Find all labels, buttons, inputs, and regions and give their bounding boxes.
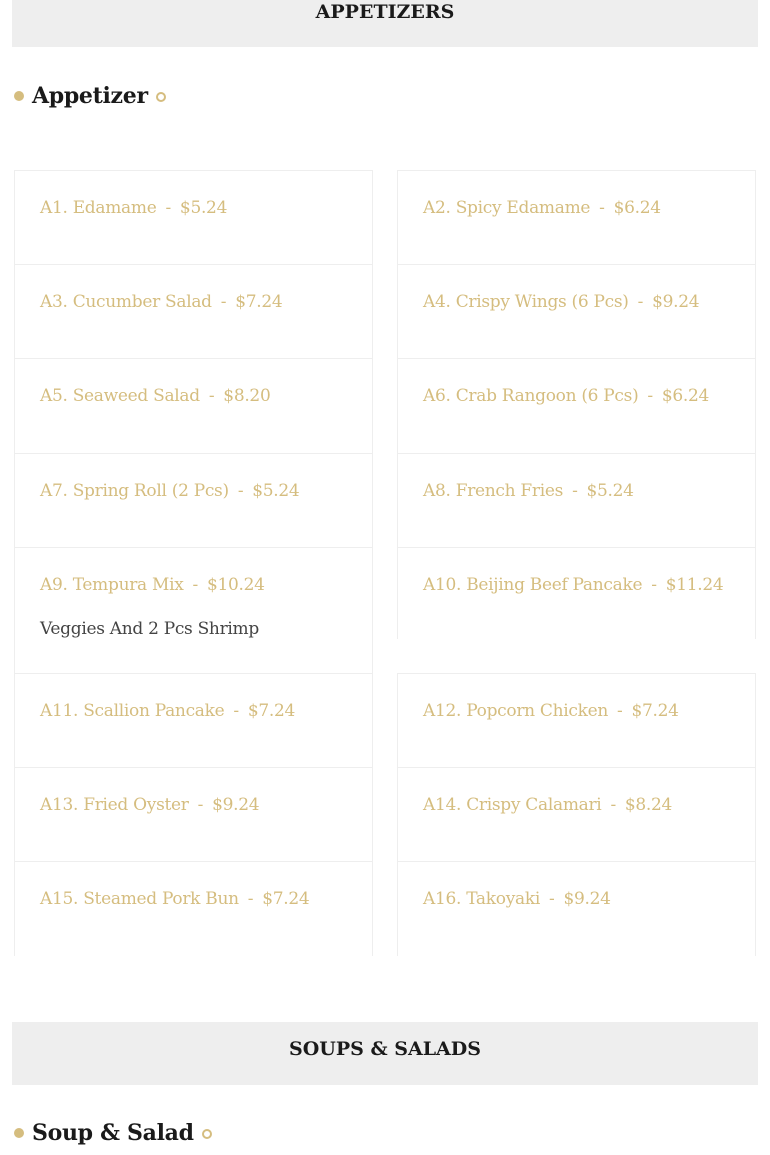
item-name: A10. Beijing Beef Pancake xyxy=(423,575,643,595)
category-heading-appetizer xyxy=(14,81,166,111)
price-separator: - xyxy=(637,292,644,312)
menu-item-card[interactable] xyxy=(397,673,756,768)
menu-item-card[interactable] xyxy=(397,861,756,956)
section-title: SOUPS & SALADS xyxy=(289,1038,481,1060)
item-price: $10.24 xyxy=(206,575,265,595)
item-name: A2. Spicy Edamame xyxy=(423,198,591,218)
item-price: $6.24 xyxy=(613,198,661,218)
price-separator: - xyxy=(233,701,239,721)
menu-item-card[interactable] xyxy=(14,358,373,454)
item-price: $6.24 xyxy=(661,386,710,406)
menu-item-card[interactable] xyxy=(397,767,756,862)
menu-item-card[interactable] xyxy=(14,453,373,548)
item-price: $9.24 xyxy=(212,795,260,815)
section-title: APPETIZERS xyxy=(315,1,455,23)
item-name: A3. Cucumber Salad xyxy=(40,292,212,312)
section-banner-soups-salads xyxy=(12,1022,758,1085)
item-price: $11.24 xyxy=(665,575,724,595)
item-price: $7.24 xyxy=(262,889,310,909)
category-heading-soup-salad xyxy=(14,1118,212,1148)
price-separator: - xyxy=(617,701,623,721)
item-name: A12. Popcorn Chicken xyxy=(423,701,609,721)
menu-item-card[interactable] xyxy=(397,547,756,639)
item-name: A1. Edamame xyxy=(40,198,157,218)
ring-dot-icon xyxy=(156,92,166,102)
price-separator: - xyxy=(220,292,227,312)
item-name: A7. Spring Roll (2 Pcs) xyxy=(40,481,229,501)
price-separator: - xyxy=(192,575,198,595)
menu-item-card[interactable] xyxy=(397,453,756,548)
menu-item-card[interactable] xyxy=(397,170,756,265)
ring-dot-icon xyxy=(202,1129,212,1139)
item-price: $5.24 xyxy=(179,198,228,218)
category-title: Appetizer xyxy=(32,83,148,109)
section-banner-appetizers xyxy=(12,0,758,47)
bullet-dot-icon xyxy=(14,1128,24,1138)
item-name: A8. French Fries xyxy=(423,481,564,501)
menu-item-card[interactable] xyxy=(14,547,373,674)
item-name: A16. Takoyaki xyxy=(423,889,540,909)
item-name: A14. Crispy Calamari xyxy=(423,795,602,815)
bullet-dot-icon xyxy=(14,91,24,101)
menu-item-card[interactable] xyxy=(14,861,373,956)
item-name: A15. Steamed Pork Bun xyxy=(40,889,239,909)
item-name: A4. Crispy Wings (6 Pcs) xyxy=(423,292,629,312)
item-price: $7.24 xyxy=(235,292,283,312)
item-price: $9.24 xyxy=(652,292,700,312)
item-name: A11. Scallion Pancake xyxy=(40,701,225,721)
menu-item-card[interactable] xyxy=(397,358,756,454)
item-name: A13. Fried Oyster xyxy=(40,795,189,815)
item-price: $9.24 xyxy=(563,889,611,909)
menu-item-card[interactable] xyxy=(14,673,373,768)
item-price: $8.20 xyxy=(223,386,271,406)
price-separator: - xyxy=(237,481,244,501)
price-separator: - xyxy=(647,386,653,406)
menu-item-card[interactable] xyxy=(14,170,373,265)
price-separator: - xyxy=(549,889,555,909)
item-name: A5. Seaweed Salad xyxy=(40,386,200,406)
price-separator: - xyxy=(599,198,605,218)
menu-item-card[interactable] xyxy=(397,264,756,359)
menu-item-card[interactable] xyxy=(14,264,373,359)
item-price: $5.24 xyxy=(586,481,634,501)
category-title: Soup & Salad xyxy=(32,1120,194,1146)
price-separator: - xyxy=(197,795,204,815)
item-price: $7.24 xyxy=(631,701,679,721)
item-name: A6. Crab Rangoon (6 Pcs) xyxy=(423,386,639,406)
item-price: $5.24 xyxy=(252,481,300,501)
price-separator: - xyxy=(208,386,215,406)
price-separator: - xyxy=(651,575,657,595)
item-description: Veggies And 2 Pcs Shrimp xyxy=(40,619,259,639)
menu-item-card[interactable] xyxy=(14,767,373,862)
price-separator: - xyxy=(610,795,616,815)
price-separator: - xyxy=(247,889,254,909)
item-name: A9. Tempura Mix xyxy=(40,575,184,595)
item-price: $8.24 xyxy=(624,795,673,815)
item-price: $7.24 xyxy=(247,701,296,721)
price-separator: - xyxy=(165,198,171,218)
price-separator: - xyxy=(572,481,578,501)
